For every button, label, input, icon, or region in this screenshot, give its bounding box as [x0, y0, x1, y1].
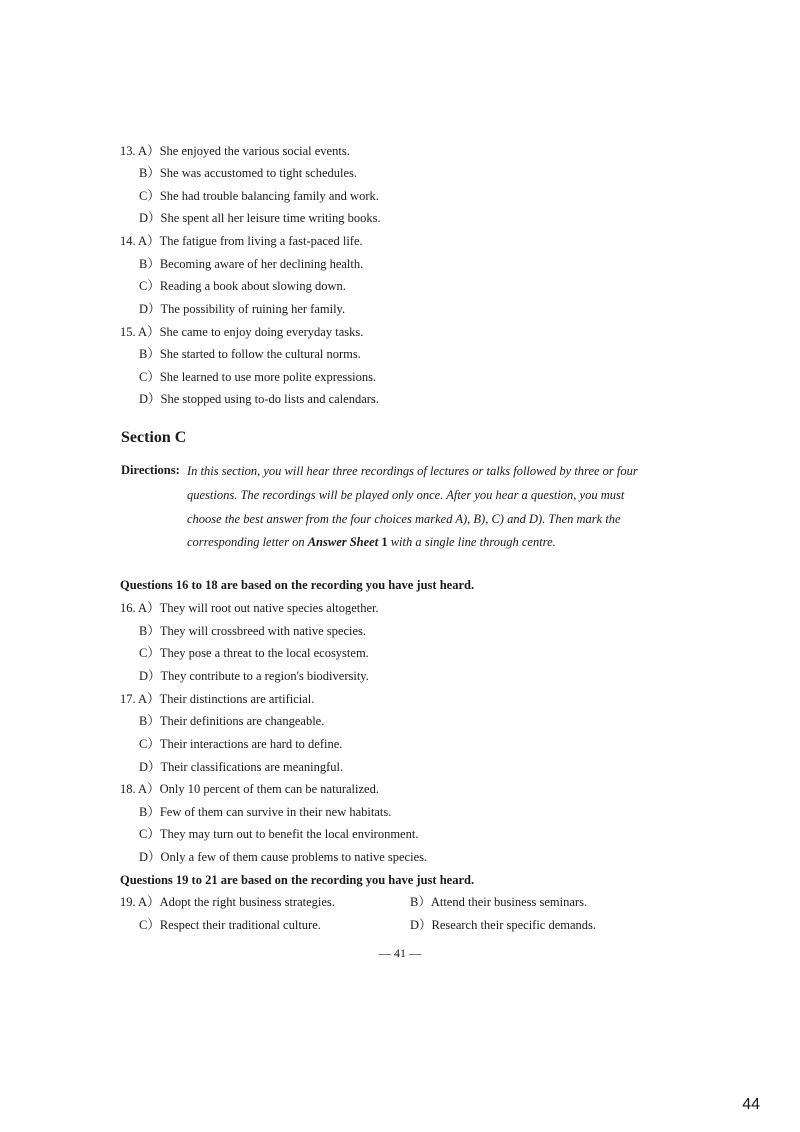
answer-sheet-label: Answer Sheet — [307, 535, 379, 549]
q16-option-d: D）They contribute to a region's biodiversity. — [139, 669, 369, 683]
q17-option-d: D）Their classifications are meaningful. — [139, 760, 344, 774]
q19-option-c: C）Respect their traditional culture. — [139, 918, 321, 932]
q15-option-d: D）She stopped using to-do lists and calendars. — [139, 392, 379, 406]
page-number: — 41 — — [379, 946, 421, 960]
directions-line-4-suffix: with a single line through centre. — [387, 535, 556, 549]
directions-line-4 — [187, 534, 556, 550]
q18-option-b: B）Few of them can survive in their new habitats. — [139, 805, 392, 819]
section-title: Section C — [121, 429, 187, 446]
q15-option-b: B）She started to follow the cultural norms. — [139, 347, 361, 361]
q17-option-a: 17. A）Their distinctions are artificial. — [120, 692, 315, 706]
q18-option-d: D）Only a few of them cause problems to native species. — [139, 850, 428, 864]
q15-option-a: 15. A）She came to enjoy doing everyday tasks. — [120, 325, 364, 339]
q16-option-c: C）They pose a threat to the local ecosystem. — [139, 646, 369, 660]
group-heading-19-21: Questions 19 to 21 are based on the recording you have just heard. — [120, 873, 475, 887]
q19-option-a: 19. A）Adopt the right business strategies. — [120, 895, 335, 909]
q15-option-c: C）She learned to use more polite expressions. — [139, 370, 377, 384]
group-heading-16-18: Questions 16 to 18 are based on the recording you have just heard. — [120, 578, 475, 592]
q13-option-b: B）She was accustomed to tight schedules. — [139, 166, 358, 180]
directions-line-4-prefix: corresponding letter on — [187, 535, 308, 549]
scan-page-number: 44 — [742, 1096, 760, 1113]
q14-option-c: C）Reading a book about slowing down. — [139, 279, 346, 293]
directions-label: Directions: — [121, 463, 180, 477]
directions-line-3: choose the best answer from the four choices marked A), B), C) and D). Then mark the — [187, 512, 621, 526]
q13-option-c: C）She had trouble balancing family and work. — [139, 189, 379, 203]
q18-option-a: 18. A）Only 10 percent of them can be naturalized. — [120, 782, 379, 796]
q19-option-d: D）Research their specific demands. — [410, 918, 597, 932]
q13-option-d: D）She spent all her leisure time writing books. — [139, 211, 381, 225]
answer-sheet-number: 1 — [378, 535, 388, 549]
q19-option-b: B）Attend their business seminars. — [410, 895, 588, 909]
q17-option-c: C）Their interactions are hard to define. — [139, 737, 343, 751]
q16-option-b: B）They will crossbreed with native species. — [139, 624, 367, 638]
q16-option-a: 16. A）They will root out native species altogether. — [120, 601, 379, 615]
directions-line-1: In this section, you will hear three recordings of lectures or talks followed by three or four — [187, 464, 638, 478]
directions-line-2: questions. The recordings will be played only once. After you hear a question, you must — [187, 488, 625, 502]
q18-option-c: C）They may turn out to benefit the local environment. — [139, 827, 419, 841]
q14-option-a: 14. A）The fatigue from living a fast-paced life. — [120, 234, 363, 248]
q14-option-b: B）Becoming aware of her declining health. — [139, 257, 364, 271]
q14-option-d: D）The possibility of ruining her family. — [139, 302, 346, 316]
q13-option-a: 13. A）She enjoyed the various social events. — [120, 144, 350, 158]
q17-option-b: B）Their definitions are changeable. — [139, 714, 325, 728]
